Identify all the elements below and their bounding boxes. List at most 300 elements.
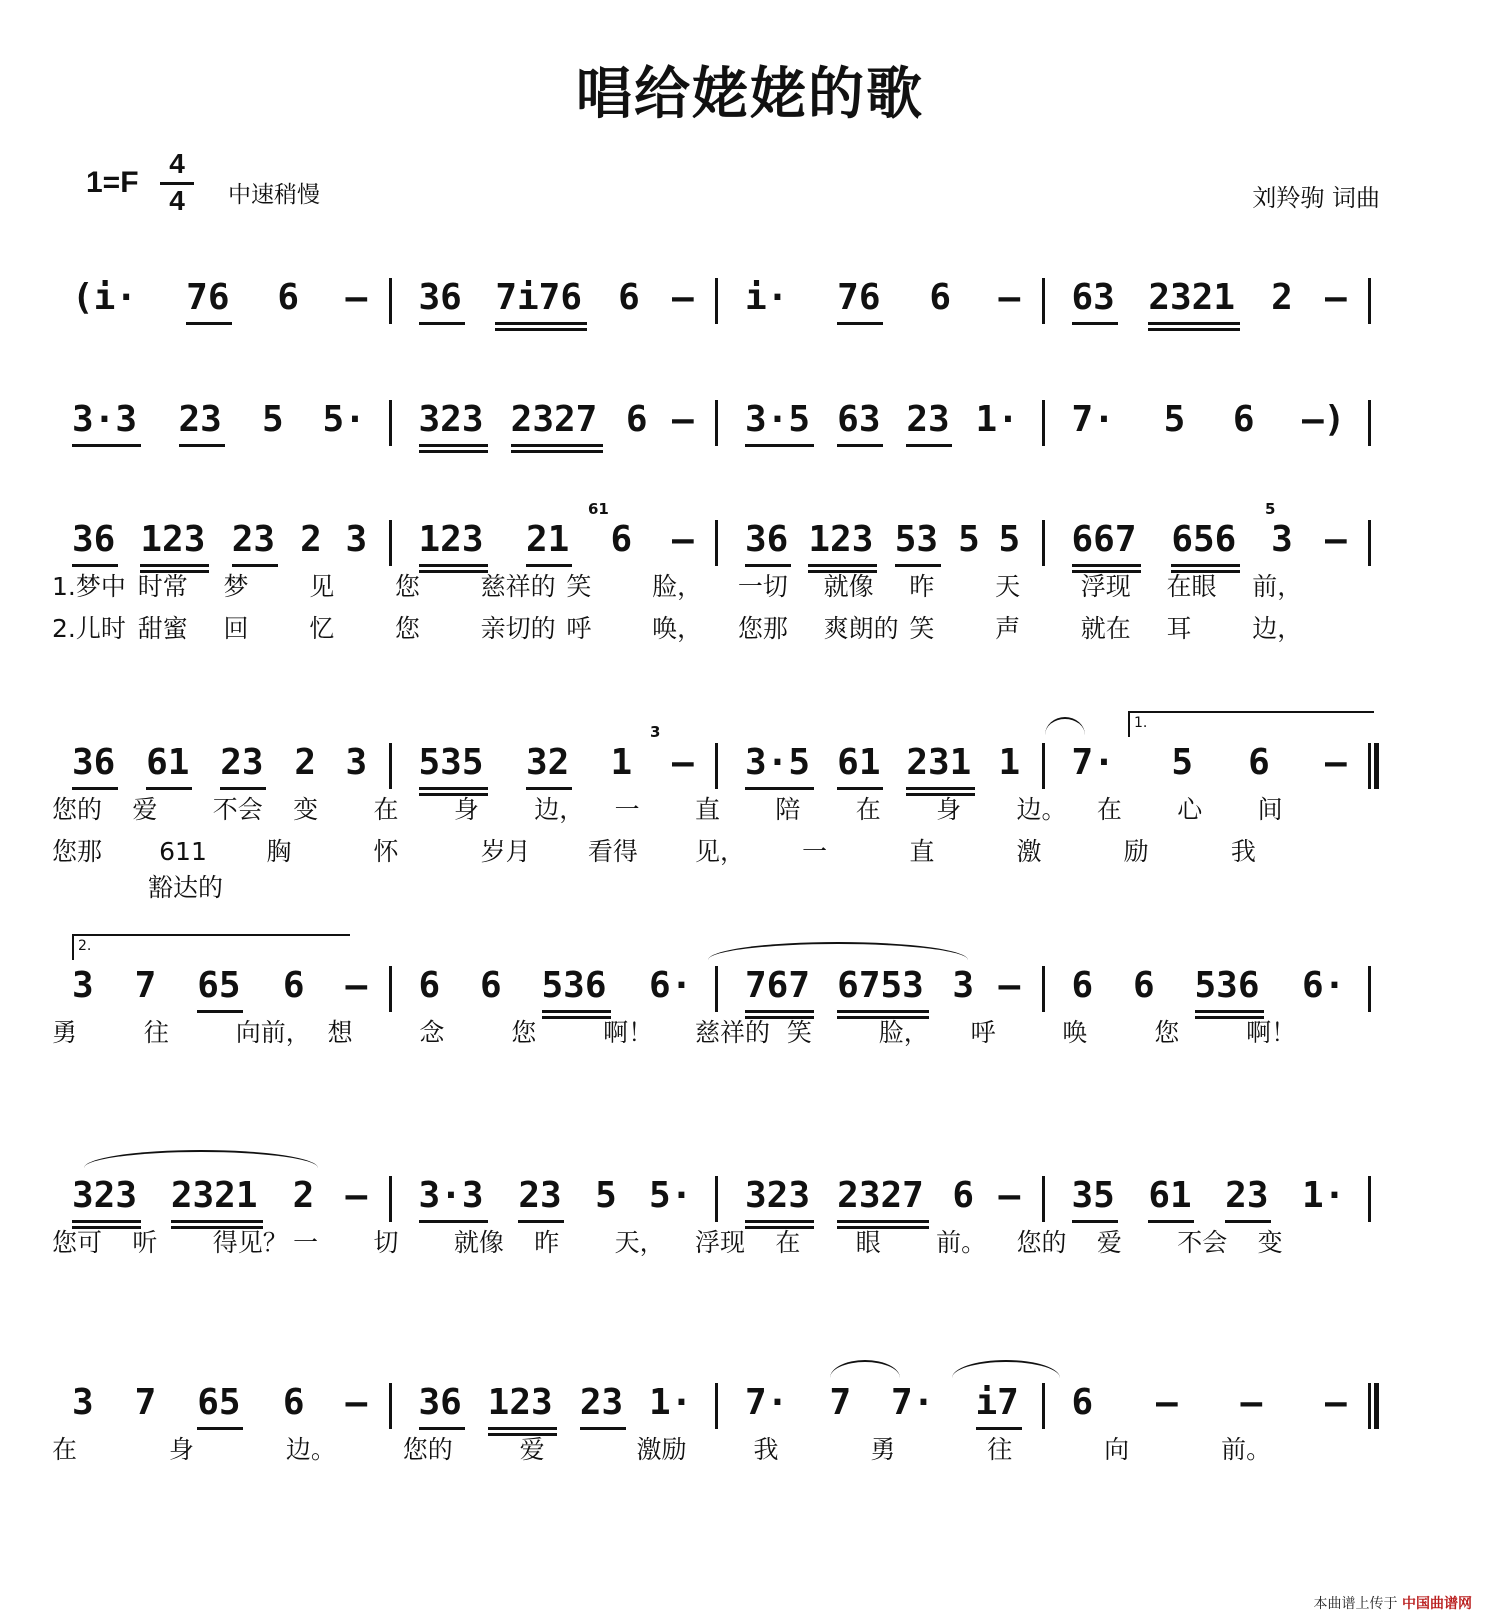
lyric-word: 边。 xyxy=(1016,795,1067,824)
lyric-word: 身 xyxy=(453,795,479,824)
beam-line xyxy=(837,444,883,447)
beam-line xyxy=(1072,322,1118,325)
note-group: 65 xyxy=(197,965,241,1006)
lyric-word: 呼 xyxy=(970,1018,996,1047)
note-group: – xyxy=(1325,1382,1347,1423)
lyric-word: 脸， xyxy=(878,1018,929,1047)
note-group: 7i76 xyxy=(495,277,583,318)
meter-top: 4 xyxy=(169,148,185,179)
note-group: 1· xyxy=(1302,1175,1346,1216)
note-group: 3 xyxy=(345,519,368,560)
barline xyxy=(715,1176,718,1222)
lyric-word: 爱 xyxy=(519,1435,545,1464)
note-group: 61 xyxy=(146,742,190,783)
barline xyxy=(1368,1176,1371,1222)
note-group: 2 xyxy=(300,519,322,560)
note-group: 323 xyxy=(745,1175,811,1216)
note-group: 2 xyxy=(294,742,317,783)
beam-line xyxy=(1148,1220,1194,1223)
note-group: 5 xyxy=(262,399,284,440)
lyric-word: 切 xyxy=(373,1228,399,1257)
beam-line xyxy=(745,564,791,567)
note-group: 36 xyxy=(745,519,789,560)
lyric-word: 脸， xyxy=(652,572,703,601)
lyric-word: 爱 xyxy=(1096,1228,1122,1257)
beam-line xyxy=(419,322,465,325)
lyric-word: 忆 xyxy=(309,614,335,643)
beam-line xyxy=(419,1220,488,1223)
beam-line xyxy=(895,564,941,567)
lyric-word: 激励 xyxy=(636,1435,687,1464)
lyric-word: 陪 xyxy=(775,795,801,824)
lyric-word: 间 xyxy=(1257,795,1283,824)
note-group: i7 xyxy=(975,1382,1019,1423)
barline xyxy=(389,1176,392,1222)
barline xyxy=(1042,966,1045,1012)
beam-line xyxy=(1072,564,1141,567)
lyric-word: 您的 xyxy=(1016,1228,1067,1257)
beam-line xyxy=(1225,1220,1271,1223)
note-group: – xyxy=(345,1175,368,1216)
note-group: 123 xyxy=(808,519,874,560)
lyric-word: 呼 xyxy=(566,614,592,643)
barline xyxy=(1042,743,1045,789)
note-group: 535 xyxy=(418,742,484,783)
beam-line xyxy=(526,787,572,790)
lyric-word: 在 xyxy=(855,795,881,824)
lyric-word: 念 xyxy=(419,1018,445,1047)
lyric-word: 勇 xyxy=(52,1018,78,1047)
note-group: 61 xyxy=(1148,1175,1192,1216)
note-group: 6 xyxy=(1248,742,1270,783)
lyric-word: 笑 xyxy=(909,614,935,643)
lyric-word: 前， xyxy=(1252,572,1303,601)
song-title: 唱给姥姥的歌 xyxy=(576,62,924,127)
lyric-word: 昨 xyxy=(909,572,935,601)
footer-credit xyxy=(1314,1593,1472,1613)
lyric-word: 梦 xyxy=(223,572,249,601)
volta-bracket xyxy=(1128,711,1374,737)
barline xyxy=(1368,278,1371,324)
beam-line xyxy=(837,1226,929,1229)
note-group: 536 xyxy=(541,965,607,1006)
barline xyxy=(1042,1383,1045,1429)
note-group: 6 xyxy=(618,277,640,318)
note-group: 6· xyxy=(1302,965,1346,1006)
lyric-word: 直 xyxy=(909,837,935,866)
beam-line xyxy=(745,1220,814,1223)
barline xyxy=(389,743,392,789)
barline-thick xyxy=(1374,1383,1379,1429)
note-group: 23 xyxy=(906,399,950,440)
lyric-word: 励 xyxy=(1123,837,1149,866)
composer-credit: 刘羚驹 词曲 xyxy=(1252,184,1380,212)
note-group: 667 xyxy=(1071,519,1137,560)
note-group: 6 xyxy=(282,965,305,1006)
note-group: 6 xyxy=(952,1175,975,1216)
lyric-word: 往 xyxy=(143,1018,169,1047)
beam-line xyxy=(1195,1010,1264,1013)
lyric-word: 唤 xyxy=(1062,1018,1088,1047)
note-group: 76 xyxy=(837,277,881,318)
barline xyxy=(715,966,718,1012)
tempo-marking: 中速稍慢 xyxy=(228,182,320,208)
lyric-word: 胸 xyxy=(266,837,292,866)
meter-bottom: 4 xyxy=(169,185,185,216)
beam-line xyxy=(906,444,952,447)
beam-line xyxy=(580,1427,626,1430)
lyric-word: 您 xyxy=(1154,1018,1180,1047)
note-group: – xyxy=(345,1382,368,1423)
note-group: 6 xyxy=(277,277,300,318)
note-group: 123 xyxy=(418,519,484,560)
note-group: 23 xyxy=(518,1175,562,1216)
note-group: 5 xyxy=(958,519,980,560)
beam-line xyxy=(837,787,883,790)
note-group: 7 xyxy=(134,1382,157,1423)
volta-number: 2. xyxy=(78,938,92,954)
lyric-word: 听 xyxy=(132,1228,158,1257)
barline xyxy=(389,278,392,324)
note-group: 6 xyxy=(1232,399,1255,440)
note-group: 63 xyxy=(837,399,881,440)
beam-line xyxy=(542,1016,611,1019)
slur xyxy=(708,942,968,960)
beam-line xyxy=(72,787,118,790)
lyric-word: 您 xyxy=(394,572,420,601)
beam-line xyxy=(745,444,814,447)
lyric-word: 向前， xyxy=(235,1018,311,1047)
note-group: 2327 xyxy=(837,1175,924,1216)
slur xyxy=(830,1360,900,1378)
lyric-word: 眼 xyxy=(855,1228,881,1257)
score-row xyxy=(0,392,1500,393)
note-group: – xyxy=(672,277,694,318)
beam-line xyxy=(72,444,141,447)
beam-line xyxy=(419,1427,465,1430)
lyric-word: 直 xyxy=(695,795,721,824)
lyric-word: 变 xyxy=(1257,1228,1283,1257)
lyric-word: 您 xyxy=(394,614,420,643)
beam-line xyxy=(419,564,488,567)
lyric-word: 我 xyxy=(753,1435,779,1464)
note-group: 6 xyxy=(282,1382,305,1423)
beam-line xyxy=(419,787,488,790)
lyric-word: 不会 xyxy=(1177,1228,1228,1257)
footer-prefix: 本曲谱上传于 xyxy=(1313,1596,1398,1612)
lyric-word: 唤， xyxy=(652,614,703,643)
score-row xyxy=(0,1168,1500,1169)
lyric-word: 身 xyxy=(936,795,962,824)
lyric-word: 我 xyxy=(1230,837,1256,866)
lyric-word: 耳 xyxy=(1166,614,1192,643)
lyric-word: 想 xyxy=(327,1018,353,1047)
note-group: 3 xyxy=(1271,519,1293,560)
lyric-word: 豁达的 xyxy=(148,873,224,902)
lyric-word: 身 xyxy=(168,1435,194,1464)
note-group: 5 xyxy=(595,1175,617,1216)
note-group: 3 xyxy=(952,965,975,1006)
beam-line xyxy=(518,1220,564,1223)
lyric-word: 笑 xyxy=(566,572,592,601)
note-group: 536 xyxy=(1194,965,1260,1006)
note-group: 7· xyxy=(891,1382,935,1423)
note-group: 63 xyxy=(1071,277,1115,318)
note-group: 1 xyxy=(998,742,1021,783)
lyric-word: 声 xyxy=(995,614,1021,643)
note-group: – xyxy=(1240,1382,1263,1423)
note-group: 36 xyxy=(418,1382,462,1423)
barline xyxy=(389,966,392,1012)
note-group: 3 xyxy=(72,1382,94,1423)
lyric-word: 昨 xyxy=(534,1228,560,1257)
beam-line xyxy=(72,1220,141,1223)
lyric-word: 天 xyxy=(995,572,1021,601)
note-group: 123 xyxy=(487,1382,553,1423)
lyric-word: 您那 xyxy=(737,614,788,643)
barline xyxy=(715,743,718,789)
note-group: 323 xyxy=(418,399,484,440)
lyric-word: 边， xyxy=(1252,614,1303,643)
score-row xyxy=(0,270,1500,271)
lyric-word: 向 xyxy=(1104,1435,1130,1464)
note-group: – xyxy=(345,965,368,1006)
lyric-word: 一 xyxy=(614,795,640,824)
lyric-word: 看得 xyxy=(587,837,638,866)
score-row xyxy=(0,1375,1500,1376)
note-group: 7· xyxy=(745,1382,789,1423)
note-group: 5· xyxy=(322,399,366,440)
note-group: 36 xyxy=(72,519,116,560)
note-group: i· xyxy=(745,277,789,318)
note-group: 32 xyxy=(526,742,570,783)
beam-line xyxy=(837,322,883,325)
note-group: 6 xyxy=(1071,965,1094,1006)
beam-line xyxy=(745,787,814,790)
note-group: 21 xyxy=(526,519,570,560)
beam-line xyxy=(837,1010,929,1013)
beam-line xyxy=(186,322,232,325)
beam-line xyxy=(419,570,488,573)
lyric-word: 变 xyxy=(293,795,319,824)
lyric-word: 在 xyxy=(373,795,399,824)
lyric-word: 天， xyxy=(614,1228,665,1257)
note-group: 6 xyxy=(610,519,633,560)
beam-line xyxy=(976,1427,1022,1430)
note-group: 3 xyxy=(345,742,368,783)
barline xyxy=(389,520,392,566)
beam-line xyxy=(1148,322,1240,325)
final-barline xyxy=(1368,1383,1371,1429)
note-group: 3·5 xyxy=(745,742,811,783)
note-group: 1· xyxy=(975,399,1019,440)
note-group: 2 xyxy=(292,1175,315,1216)
lyric-word: 啊！ xyxy=(603,1018,654,1047)
lyric-word: 1.梦中 xyxy=(52,572,126,601)
barline xyxy=(1042,400,1045,446)
lyric-word: 慈祥的 xyxy=(695,1018,771,1047)
note-group: 5 xyxy=(1163,399,1186,440)
lyric-word: 亲切的 xyxy=(480,614,556,643)
note-group: 3·5 xyxy=(745,399,811,440)
note-group: 6753 xyxy=(837,965,924,1006)
note-group: 65 xyxy=(197,1382,241,1423)
note-group: 3·3 xyxy=(72,399,138,440)
note-group: –) xyxy=(1302,399,1346,440)
note-group: – xyxy=(672,742,694,783)
note-group: 6 xyxy=(1071,1382,1094,1423)
lyric-word: 在 xyxy=(1096,795,1122,824)
beam-line xyxy=(511,444,603,447)
beam-line xyxy=(197,1010,243,1013)
note-group: 123 xyxy=(140,519,206,560)
beam-line xyxy=(495,322,587,325)
volta-number: 1. xyxy=(1134,715,1148,731)
barline xyxy=(1368,520,1371,566)
barline xyxy=(1042,520,1045,566)
note-group: 7 xyxy=(134,965,157,1006)
note-group: 6 xyxy=(929,277,952,318)
lyric-word: 一切 xyxy=(737,572,788,601)
lyric-word: 激 xyxy=(1016,837,1042,866)
note-group: 231 xyxy=(906,742,972,783)
note-group: 6 xyxy=(1133,965,1155,1006)
beam-line xyxy=(72,564,118,567)
lyric-word: 前。 xyxy=(936,1228,987,1257)
lyric-word: 心 xyxy=(1177,795,1203,824)
beam-line xyxy=(140,564,209,567)
barline-thick xyxy=(1374,743,1379,789)
grace-note: 61 xyxy=(588,500,609,518)
lyric-word: 回 xyxy=(223,614,249,643)
slur xyxy=(952,1360,1060,1378)
slur xyxy=(1045,717,1085,735)
note-group: – xyxy=(998,965,1021,1006)
barline xyxy=(715,400,718,446)
beam-line xyxy=(745,1010,814,1013)
lyric-word: 岁月 xyxy=(480,837,531,866)
note-group: 5 xyxy=(998,519,1021,560)
beam-line xyxy=(1171,564,1240,567)
lyric-word: 611 xyxy=(159,837,207,866)
lyric-word: 您的 xyxy=(52,795,103,824)
note-group: 61 xyxy=(837,742,881,783)
barline xyxy=(715,1383,718,1429)
lyric-word: 浮现 xyxy=(695,1228,746,1257)
barline xyxy=(1368,966,1371,1012)
note-group: – xyxy=(1325,277,1347,318)
volta-bracket xyxy=(72,934,350,960)
lyric-word: 在眼 xyxy=(1166,572,1217,601)
beam-line xyxy=(179,444,225,447)
note-group: 1· xyxy=(649,1382,693,1423)
slur xyxy=(84,1150,318,1168)
lyric-word: 往 xyxy=(987,1435,1013,1464)
lyric-word: 前。 xyxy=(1221,1435,1272,1464)
lyric-word: 在 xyxy=(52,1435,78,1464)
note-group: 36 xyxy=(72,742,116,783)
beam-line xyxy=(171,1220,263,1223)
lyric-word: 不会 xyxy=(212,795,263,824)
lyric-word: 笑 xyxy=(786,1018,812,1047)
note-group: 23 xyxy=(579,1382,624,1423)
lyric-word: 时常 xyxy=(137,572,188,601)
beam-line xyxy=(232,564,278,567)
grace-note: 3 xyxy=(650,723,661,741)
note-group: – xyxy=(672,399,694,440)
lyric-word: 怀 xyxy=(373,837,399,866)
beam-line xyxy=(197,1427,243,1430)
note-group: – xyxy=(345,277,368,318)
note-group: 23 xyxy=(220,742,264,783)
note-group: 36 xyxy=(418,277,462,318)
note-group: 23 xyxy=(1225,1175,1269,1216)
note-group: 7 xyxy=(829,1382,852,1423)
beam-line xyxy=(906,787,975,790)
note-group: 1 xyxy=(610,742,633,783)
note-group: 6 xyxy=(480,965,502,1006)
barline xyxy=(715,278,718,324)
lyric-word: 2.儿时 xyxy=(52,614,126,643)
beam-line xyxy=(808,564,877,567)
barline xyxy=(389,400,392,446)
note-group: 5 xyxy=(1171,742,1194,783)
note-group: – xyxy=(998,1175,1021,1216)
beam-line xyxy=(511,450,603,453)
lyric-word: 爽朗的 xyxy=(823,614,899,643)
beam-line xyxy=(419,450,488,453)
barline xyxy=(389,1383,392,1429)
beam-line xyxy=(419,444,488,447)
note-group: – xyxy=(998,277,1021,318)
beam-line xyxy=(837,1220,929,1223)
note-group: 2 xyxy=(1271,277,1293,318)
note-group: 323 xyxy=(72,1175,138,1216)
note-group: 5· xyxy=(649,1175,693,1216)
note-group: 35 xyxy=(1071,1175,1115,1216)
lyric-word: 就在 xyxy=(1080,614,1131,643)
beam-line xyxy=(1148,328,1240,331)
note-group: 23 xyxy=(231,519,276,560)
note-group: 3 xyxy=(72,965,94,1006)
lyric-word: 一 xyxy=(293,1228,319,1257)
lyric-word: 一 xyxy=(802,837,828,866)
lyric-word: 边， xyxy=(534,795,585,824)
barline xyxy=(715,520,718,566)
beam-line xyxy=(526,564,572,567)
grace-note: 5 xyxy=(1265,500,1276,518)
lyric-word: 浮现 xyxy=(1080,572,1131,601)
lyric-word: 就像 xyxy=(453,1228,504,1257)
lyric-word: 就像 xyxy=(823,572,874,601)
note-group: 2327 xyxy=(510,399,598,440)
beam-line xyxy=(495,328,587,331)
barline xyxy=(1368,400,1371,446)
beam-line xyxy=(146,787,192,790)
note-group: 3·3 xyxy=(418,1175,484,1216)
note-group: 6 xyxy=(418,965,441,1006)
note-group: 76 xyxy=(186,277,230,318)
lyric-word: 勇 xyxy=(870,1435,896,1464)
beam-line xyxy=(488,1427,557,1430)
note-group: – xyxy=(672,519,694,560)
note-group: – xyxy=(1325,519,1347,560)
lyric-word: 啊！ xyxy=(1246,1018,1297,1047)
footer-site: 中国曲谱网 xyxy=(1402,1596,1472,1612)
note-group: 7· xyxy=(1071,399,1115,440)
note-group: – xyxy=(1325,742,1347,783)
lyric-word: 慈祥的 xyxy=(480,572,556,601)
